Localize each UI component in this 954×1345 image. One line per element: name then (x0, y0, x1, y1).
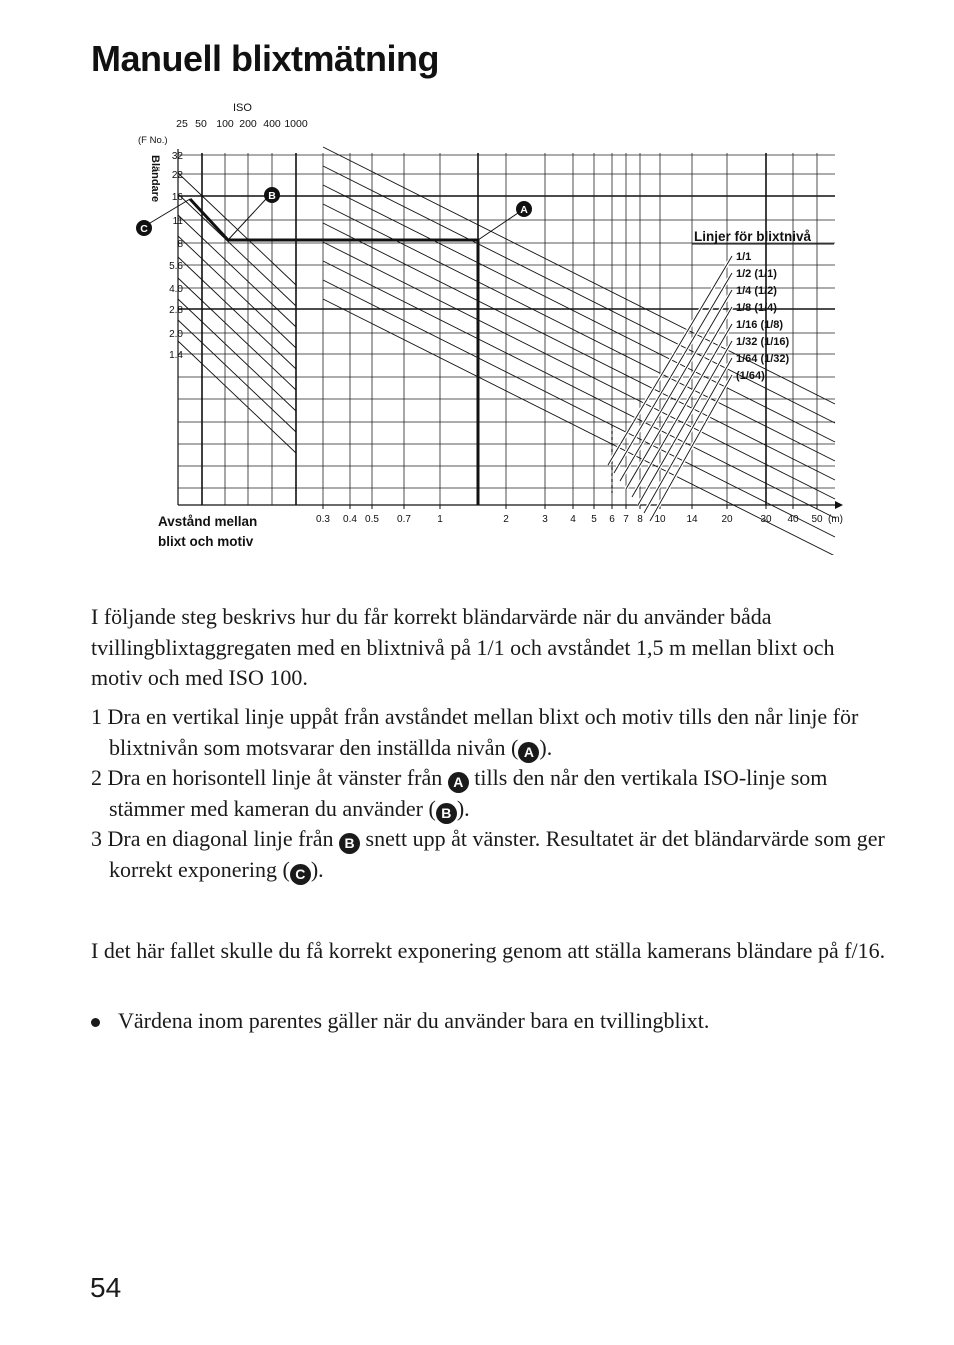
iso-diagonal-line (178, 257, 296, 369)
distance-tick-label: 5 (591, 514, 597, 525)
legend-title: Linjer för blixtnivå (694, 229, 812, 244)
bullet-icon (91, 1018, 100, 1027)
distance-tick-label: 6 (609, 514, 615, 525)
marker-a-leader (478, 213, 518, 240)
step-list (91, 702, 891, 885)
marker-b-icon: B (339, 833, 360, 854)
flash-diagonal-line (323, 261, 835, 518)
distance-axis-label: blixt och motiv (158, 534, 254, 549)
iso-diagonal-line (178, 173, 296, 285)
marker-b-icon: B (436, 803, 457, 824)
distance-tick-label: 1 (437, 514, 443, 525)
iso-diagonal-line (178, 320, 296, 432)
note-text: Värdena inom parentes gäller när du använder bara en tvillingblixt. (118, 1008, 710, 1033)
page-number: 54 (90, 1272, 122, 1303)
distance-tick-label: 2 (503, 514, 509, 525)
flash-level-leader-line (626, 307, 732, 489)
marker-b-letter: B (268, 190, 276, 202)
note-bullet (91, 1006, 918, 1037)
flash-diagonal-line (323, 223, 835, 480)
fno-tick-label: 16 (171, 192, 183, 203)
distance-tick-label: 0.3 (316, 514, 330, 525)
fno-tick-label: 22 (171, 170, 183, 181)
fno-tick-label: 8 (177, 239, 183, 250)
marker-a-icon: A (448, 772, 469, 793)
fno-tick-label: 2.0 (169, 329, 183, 340)
step-1: 1 Dra en vertikal linje uppåt från avståndet mellan blixt och motiv tills den når linje för blixtnivån som motsvarar den inställda nivån ( A ). (91, 702, 891, 763)
distance-tick-label: 20 (721, 514, 733, 525)
flash-level-leader-line (632, 324, 732, 497)
marker-c-letter: C (140, 223, 148, 235)
iso-diagonal-line (178, 299, 296, 411)
fno-unit-label: (F No.) (138, 135, 168, 146)
fno-tick-label: 11 (172, 216, 183, 227)
distance-axis-label: Avstånd mellan (158, 514, 258, 529)
distance-tick-label: 8 (637, 514, 643, 525)
iso-diagonal-line (178, 236, 296, 348)
distance-tick-label: 4 (570, 514, 576, 525)
distance-tick-label: 14 (686, 514, 698, 525)
distance-tick-label: 10 (654, 514, 666, 525)
fno-tick-label: 1.4 (169, 350, 183, 361)
flash-nomogram-chart (120, 95, 850, 555)
distance-tick-label: 50 (811, 514, 823, 525)
step-3: 3 Dra en diagonal linje från B snett upp åt vänster. Resultatet är det bländarvärde som ger korrekt exponering ( C ). (91, 824, 891, 885)
fno-tick-label: 32 (171, 151, 183, 162)
iso-tick-label: 50 (195, 118, 207, 130)
distance-tick-label: 3 (542, 514, 548, 525)
flash-level-label: 1/2 (1/1) (736, 268, 777, 280)
marker-a-icon: A (518, 742, 539, 763)
page-title: Manuell blixtmätning (91, 38, 440, 79)
distance-tick-label: 0.7 (397, 514, 411, 525)
marker-c-icon: C (290, 864, 311, 885)
intro-paragraph: I följande steg beskrivs hur du får korrekt bländarvärde när du använder båda tvillingblixtaggregaten med en blixtnivå på 1/1 och avståndet 1,5 m mellan blixt och motiv och med ISO 100. (91, 604, 835, 690)
fno-tick-label: 2.8 (169, 305, 183, 316)
flash-level-label: 1/32 (1/16) (736, 336, 790, 348)
iso-tick-label: 100 (216, 118, 234, 130)
aperture-axis-label: Bländare (149, 155, 161, 203)
iso-diagonal-line (178, 215, 296, 327)
distance-tick-label: 30 (760, 514, 772, 525)
x-axis-arrow-icon (835, 501, 843, 509)
flash-level-label: 1/4 (1/2) (736, 285, 777, 297)
iso-diagonal-line (178, 278, 296, 390)
iso-title: ISO (233, 102, 252, 114)
flash-level-label: (1/64) (736, 370, 765, 382)
flash-level-label: 1/8 (1/4) (736, 302, 777, 314)
distance-tick-label: 40 (787, 514, 799, 525)
iso-tick-label: 1000 (284, 118, 308, 130)
step-2: 2 Dra en horisontell linje åt vänster från A tills den når den vertikala ISO-linje som stämmer med kameran du använder ( B ). (91, 763, 891, 824)
marker-a-letter: A (520, 204, 528, 216)
marker-b-leader (228, 199, 266, 240)
flash-level-label: 1/64 (1/32) (736, 353, 790, 365)
iso-diagonal-line (178, 341, 296, 453)
iso-tick-label: 25 (176, 118, 188, 130)
distance-tick-label: 0.4 (343, 514, 357, 525)
distance-tick-label: 7 (623, 514, 629, 525)
iso-diagonal-line (178, 194, 296, 306)
fno-tick-label: 5.6 (169, 261, 183, 272)
marker-c-leader (150, 199, 190, 223)
flash-level-label: 1/1 (736, 251, 752, 263)
iso-tick-label: 200 (239, 118, 257, 130)
iso-tick-label: 400 (263, 118, 281, 130)
distance-unit-label: (m) (828, 514, 843, 525)
fno-tick-label: 4.0 (169, 284, 183, 295)
conclusion-paragraph: I det här fallet skulle du få korrekt exponering genom att ställa kamerans bländare på f/16. (91, 938, 886, 963)
distance-tick-label: 0.5 (365, 514, 379, 525)
flash-level-label: 1/16 (1/8) (736, 319, 784, 331)
